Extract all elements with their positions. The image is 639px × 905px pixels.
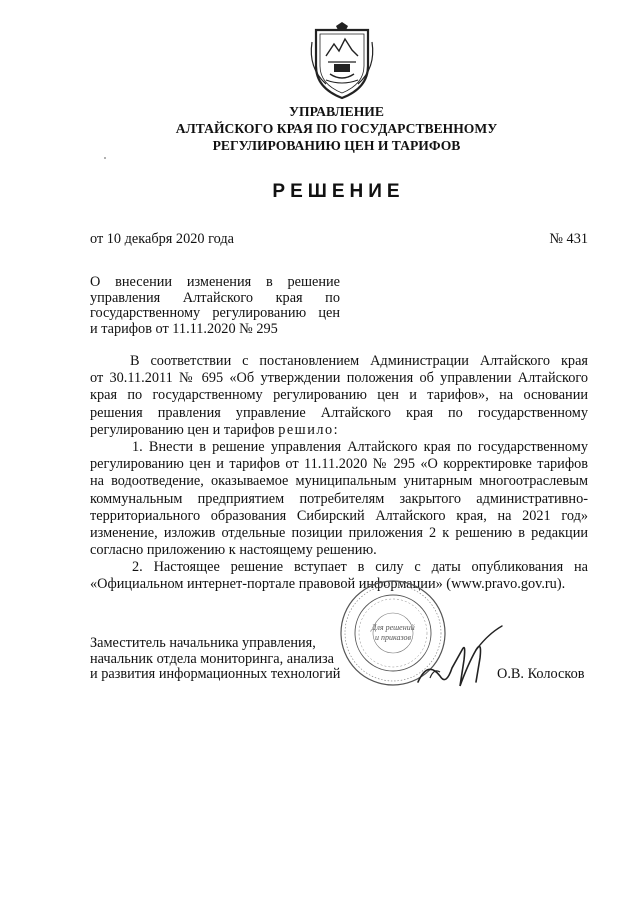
document-title: РЕШЕНИЕ [272,181,405,202]
org-line-2: АЛТАЙСКОГО КРАЯ ПО ГОСУДАРСТВЕННОМУ [175,121,498,136]
preamble-line: В соответствии с постановлением Администрации Алтайского края [130,353,588,369]
subject-line: и тарифов от 11.11.2020 № 295 [90,320,278,337]
item2-line: 2. Настоящее решение вступает в силу с даты опубликования на [132,559,588,576]
organization-name [0,103,639,154]
item1-line: территориального образования Сибирский Алтайского края, на 2021 год» [90,507,588,524]
document-body [90,353,588,594]
document-date: от 10 декабря 2020 года [90,231,234,247]
subject-line: О внесении изменения в решение [90,274,340,290]
scan-speck [104,157,106,159]
item1-line: на водоотведение, оказываемое муниципальным унитарным многоотраслевым [90,473,588,490]
altai-krai-coat-of-arms-icon [306,22,378,102]
document-subject [90,275,340,337]
preamble-line: края по государственному регулированию цен и тарифов», на основании [90,387,588,404]
preamble-last-line [90,422,588,439]
signatory-position [90,636,360,683]
svg-text:Для решений: Для решений [371,623,415,632]
item1-line: 1. Внести в решение управления Алтайского края по государственному [132,438,588,455]
item1-line: регулированию цен и тарифов от 11.11.2020 № 295 «О корректировке тарифов [90,456,588,473]
position-line: начальник отдела мониторинга, анализа [90,650,335,667]
item2-line: «Официальном интернет-портале правовой информации» (www.pravo.gov.ru). [90,576,566,593]
preamble-line: решения правления управление Алтайского края по государственному [90,404,588,421]
preamble-line: от 30.11.2011 № 695 «Об утверждении положения об управлении Алтайского [90,370,588,387]
signatory-name: О.В. Колосков [497,666,585,682]
subject-line: государственному регулированию цен [90,305,340,321]
decided-word: решило: [278,421,340,438]
svg-text:и приказов: и приказов [374,633,412,642]
position-line: и развития информационных технологий [90,666,341,682]
preamble-last-prefix: регулированию цен и тарифов [90,421,279,438]
position-line: Заместитель начальника управления, [90,635,316,651]
org-line-1: УПРАВЛЕНИЕ [289,104,384,119]
org-line-3: РЕГУЛИРОВАНИЮ ЦЕН И ТАРИФОВ [212,138,461,153]
document-number: № 431 [549,231,588,247]
handwritten-signature-icon [410,620,510,700]
item1-line: коммунальным предприятием потребителям закрытого административно- [90,490,588,507]
item1-line: согласно приложению к настоящему решению. [90,542,377,559]
subject-line: управления Алтайского края по [90,289,340,306]
item1-line: изменение, изложив отдельные позиции приложения 2 к решению в редакции [90,524,588,541]
